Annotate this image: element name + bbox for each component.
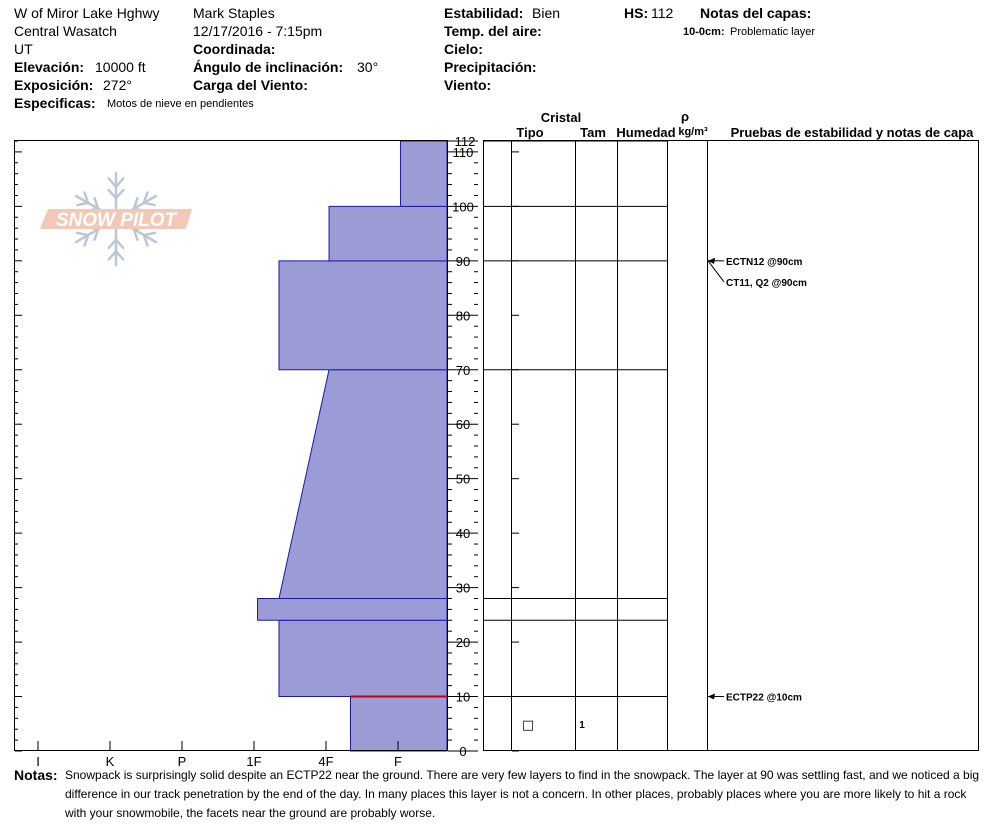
- hardness-layers: [258, 141, 447, 751]
- stability-tests: [708, 257, 807, 704]
- location: W of Miror Lake Hghwy: [14, 5, 160, 21]
- stability-test-label: ECTP22 @10cm: [726, 692, 802, 704]
- wind-loading-label: Carga del Viento:: [193, 77, 308, 93]
- chart-frame: [15, 140, 979, 751]
- y-tick-label: 50: [455, 471, 471, 487]
- hardness-layer: [329, 206, 447, 260]
- hardness-tick-label: F: [394, 754, 402, 769]
- specifics-value: Motos de nieve en pendientes: [107, 98, 254, 110]
- col-header-size: Tam: [580, 125, 606, 140]
- hardness-layer: [279, 370, 447, 599]
- col-header-density-unit: kg/m³: [678, 126, 708, 138]
- test-arrow-head: [708, 694, 715, 700]
- logo-text: SNOW PILOT: [55, 210, 177, 231]
- stability-test-label: ECTN12 @90cm: [726, 256, 803, 268]
- incline-label: Ángulo de inclinación:: [193, 59, 344, 75]
- crystal-type-symbol: □: [521, 717, 535, 733]
- hardness-layer: [258, 599, 447, 621]
- y-tick-label: 0: [459, 744, 467, 759]
- elevation-label: Elevación:: [14, 59, 85, 75]
- hardness-layer: [279, 620, 447, 696]
- incline-value: 30°: [357, 59, 379, 75]
- notes-text: Snowpack is surprisingly solid despite an ECTP22 near the ground. There are very few layers to find in the snowpack. The layer at 90 was settling fast, and we noticed a big difference in our track penetration by the end of the day. In many places this layer is not a concern. In other places, probably places where you are more likely to hit a rock with your snowmobile, the facets near the ground are probably worse.: [65, 768, 980, 820]
- observation-datetime: 12/17/2016 - 7:15pm: [193, 23, 323, 39]
- layer-note-range: 10-0cm:: [683, 26, 725, 38]
- state: UT: [14, 41, 33, 57]
- y-tick-label: 100: [452, 199, 474, 215]
- wind-label: Viento:: [444, 77, 492, 93]
- stability-label: Estabilidad:: [444, 5, 524, 21]
- hardness-tick-label: 1F: [246, 754, 262, 769]
- hardness-tick-label: P: [177, 754, 187, 769]
- y-tick-label: 20: [455, 635, 471, 651]
- y-tick-label: 90: [455, 253, 471, 269]
- stability-test-label: CT11, Q2 @90cm: [726, 277, 807, 289]
- snow-height-label: 112: [454, 134, 476, 149]
- snowflake-branch: [77, 233, 88, 235]
- test-arrow-line: [708, 261, 724, 282]
- aspect-label: Exposición:: [14, 77, 94, 93]
- y-tick-label: 110: [452, 144, 474, 160]
- snowflake-branch: [144, 203, 155, 205]
- layer-table-border: [484, 141, 979, 751]
- air-temp-label: Temp. del aire:: [444, 23, 542, 39]
- layer-notes-label: Notas del capas:: [700, 5, 812, 21]
- specifics-label: Especificas:: [14, 95, 96, 111]
- sky-label: Cielo:: [444, 41, 483, 57]
- observer: Mark Staples: [193, 5, 275, 21]
- y-tick-label: 60: [455, 417, 471, 433]
- y-tick-label: 30: [455, 580, 471, 596]
- col-header-type: Tipo: [516, 125, 544, 140]
- col-header-tests: Pruebas de estabilidad y notas de capa: [730, 125, 974, 140]
- col-header-moisture: Humedad: [616, 125, 676, 140]
- y-tick-label: 40: [455, 526, 471, 542]
- hardness-tick-label: I: [36, 754, 40, 769]
- hardness-layer: [350, 697, 447, 751]
- hardness-tick-label: 4F: [318, 754, 334, 769]
- notes-label: Notas:: [14, 767, 58, 783]
- y-tick-label: 10: [455, 689, 471, 705]
- elevation-value: 10000 ft: [95, 59, 146, 75]
- coordinates-label: Coordinada:: [193, 41, 276, 57]
- hardness-tick-label: K: [105, 754, 115, 769]
- layer-note-text: Problematic layer: [730, 26, 815, 38]
- snowflake-branch: [77, 203, 88, 205]
- hs-value: 112: [651, 5, 674, 21]
- y-tick-label: 80: [455, 308, 471, 324]
- hardness-layer: [279, 261, 447, 370]
- col-header-rho: ρ: [680, 109, 690, 124]
- hardness-layer: [401, 141, 447, 206]
- y-tick-label: 70: [455, 362, 471, 378]
- snowflake-branch: [144, 233, 155, 235]
- crystal-size: 1: [579, 719, 585, 731]
- stability-value: Bien: [532, 5, 561, 21]
- hs-label: HS:: [624, 5, 649, 21]
- aspect-value: 272°: [103, 77, 132, 93]
- col-header-crystal: Cristal: [540, 110, 582, 125]
- snowpilot-logo: [40, 173, 192, 265]
- precipitation-label: Precipitación:: [444, 59, 537, 75]
- region: Central Wasatch: [14, 23, 117, 39]
